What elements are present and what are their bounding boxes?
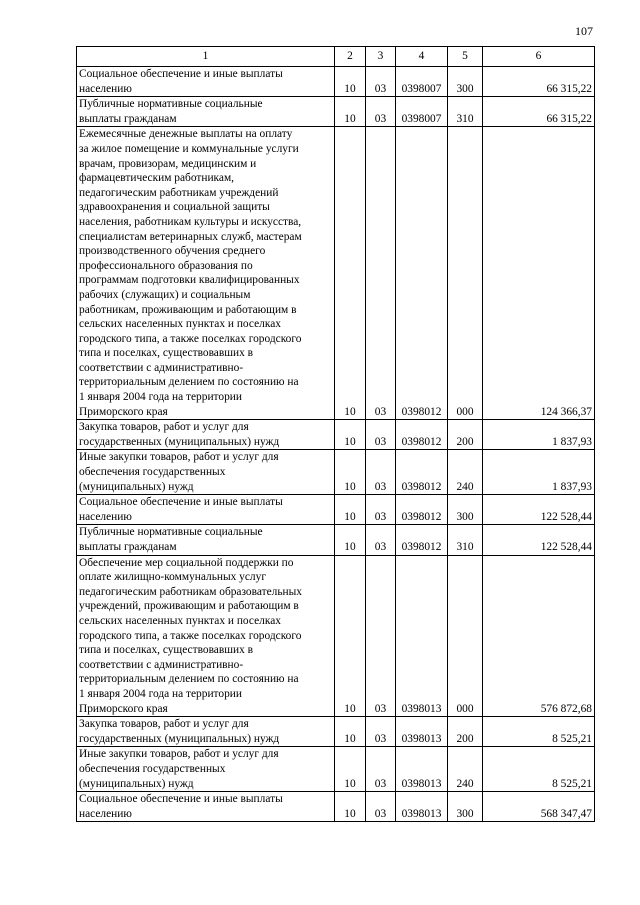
subsection-code: 03 xyxy=(366,97,396,127)
subsection-code: 03 xyxy=(366,495,396,525)
expense-type-code: 000 xyxy=(448,555,483,717)
target-article-code: 0398012 xyxy=(396,127,448,420)
column-header-5: 5 xyxy=(448,47,483,67)
subsection-code: 03 xyxy=(366,525,396,555)
section-code: 10 xyxy=(335,420,366,450)
subsection-code: 03 xyxy=(366,450,396,495)
section-code: 10 xyxy=(335,792,366,822)
expense-type-code: 200 xyxy=(448,420,483,450)
column-header-1: 1 xyxy=(77,47,335,67)
row-description: Обеспечение мер социальной поддержки по оплате жилищно-коммунальных услуг педагогическим работникам образовательных учреждений, проживающим и работающим в сельских населенных пунктах и поселках городского типа, а также поселках городского типа и поселках, существовавших в соответствии с административно- территориальным делением по состоянию на 1 января 2004 года на территории Приморского края xyxy=(77,555,335,717)
amount: 8 525,21 xyxy=(483,717,595,747)
section-code: 10 xyxy=(335,97,366,127)
subsection-code: 03 xyxy=(366,555,396,717)
table-row xyxy=(77,495,595,525)
subsection-code: 03 xyxy=(366,67,396,97)
row-description: Публичные нормативные социальные выплаты гражданам xyxy=(77,97,335,127)
header-row xyxy=(77,47,595,67)
target-article-code: 0398013 xyxy=(396,555,448,717)
page-number: 107 xyxy=(575,24,593,38)
amount: 568 347,47 xyxy=(483,792,595,822)
table-row xyxy=(77,525,595,555)
table-row xyxy=(77,717,595,747)
row-description: Закупка товаров, работ и услуг для государственных (муниципальных) нужд xyxy=(77,420,335,450)
expense-type-code: 300 xyxy=(448,792,483,822)
column-header-6: 6 xyxy=(483,47,595,67)
row-description: Ежемесячные денежные выплаты на оплату за жилое помещение и коммунальные услуги врачам, провизорам, медицинским и фармацевтическим работникам, педагогическим работникам учреждений здравоохранения и социальной защиты населения, работникам культуры и искусства, специалистам ветеринарных служб, мастерам производственного обучения среднего профессионального образования по программам подготовки квалифицированных рабочих (служащих) и социальным работникам, проживающим и работающим в сельских населенных пунктах и поселках городского типа, а также поселках городского типа и поселках, существовавших в соответствии с административно- территориальным делением по состоянию на 1 января 2004 года на территории Приморского края xyxy=(77,127,335,420)
section-code: 10 xyxy=(335,717,366,747)
amount: 66 315,22 xyxy=(483,97,595,127)
row-description: Социальное обеспечение и иные выплаты населению xyxy=(77,495,335,525)
target-article-code: 0398013 xyxy=(396,792,448,822)
section-code: 10 xyxy=(335,450,366,495)
subsection-code: 03 xyxy=(366,127,396,420)
target-article-code: 0398012 xyxy=(396,450,448,495)
section-code: 10 xyxy=(335,747,366,792)
table-row xyxy=(77,450,595,495)
row-description: Закупка товаров, работ и услуг для государственных (муниципальных) нужд xyxy=(77,717,335,747)
table-row xyxy=(77,792,595,822)
section-code: 10 xyxy=(335,127,366,420)
table-row xyxy=(77,67,595,97)
amount: 1 837,93 xyxy=(483,420,595,450)
row-description: Публичные нормативные социальные выплаты гражданам xyxy=(77,525,335,555)
amount: 122 528,44 xyxy=(483,525,595,555)
subsection-code: 03 xyxy=(366,420,396,450)
target-article-code: 0398007 xyxy=(396,67,448,97)
row-description: Социальное обеспечение и иные выплаты населению xyxy=(77,67,335,97)
expense-type-code: 200 xyxy=(448,717,483,747)
row-description: Социальное обеспечение и иные выплаты населению xyxy=(77,792,335,822)
budget-table xyxy=(76,46,595,822)
target-article-code: 0398012 xyxy=(396,495,448,525)
expense-type-code: 310 xyxy=(448,525,483,555)
expense-type-code: 300 xyxy=(448,67,483,97)
amount: 1 837,93 xyxy=(483,450,595,495)
amount: 122 528,44 xyxy=(483,495,595,525)
row-description: Иные закупки товаров, работ и услуг для обеспечения государственных (муниципальных) нужд xyxy=(77,450,335,495)
expense-type-code: 000 xyxy=(448,127,483,420)
amount: 124 366,37 xyxy=(483,127,595,420)
expense-type-code: 240 xyxy=(448,450,483,495)
target-article-code: 0398013 xyxy=(396,747,448,792)
subsection-code: 03 xyxy=(366,717,396,747)
section-code: 10 xyxy=(335,555,366,717)
table-row xyxy=(77,127,595,420)
expense-type-code: 310 xyxy=(448,97,483,127)
column-header-2: 2 xyxy=(335,47,366,67)
expense-type-code: 300 xyxy=(448,495,483,525)
target-article-code: 0398007 xyxy=(396,97,448,127)
subsection-code: 03 xyxy=(366,792,396,822)
section-code: 10 xyxy=(335,525,366,555)
table-row xyxy=(77,747,595,792)
target-article-code: 0398012 xyxy=(396,420,448,450)
subsection-code: 03 xyxy=(366,747,396,792)
amount: 66 315,22 xyxy=(483,67,595,97)
target-article-code: 0398012 xyxy=(396,525,448,555)
table-row xyxy=(77,555,595,717)
table-row xyxy=(77,97,595,127)
amount: 576 872,68 xyxy=(483,555,595,717)
expense-type-code: 240 xyxy=(448,747,483,792)
row-description: Иные закупки товаров, работ и услуг для обеспечения государственных (муниципальных) нужд xyxy=(77,747,335,792)
target-article-code: 0398013 xyxy=(396,717,448,747)
table-row xyxy=(77,420,595,450)
section-code: 10 xyxy=(335,495,366,525)
section-code: 10 xyxy=(335,67,366,97)
amount: 8 525,21 xyxy=(483,747,595,792)
column-header-4: 4 xyxy=(396,47,448,67)
column-header-3: 3 xyxy=(366,47,396,67)
